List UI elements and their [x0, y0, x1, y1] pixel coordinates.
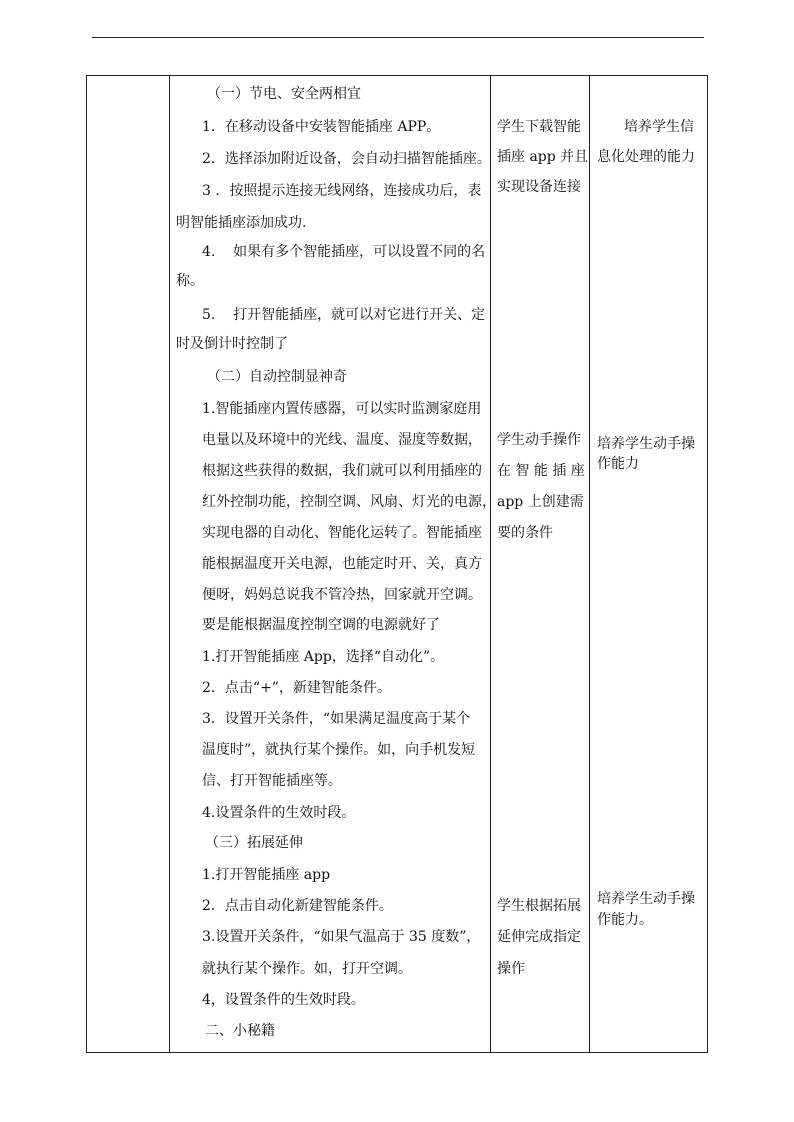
content-line: 5. 打开智能插座，就可以对它进行开关、定	[202, 307, 486, 323]
content-line: 就执行某个操作。如，打开空调。	[202, 961, 412, 977]
section-heading-1: （一）节电、安全两相宜	[207, 86, 361, 102]
content-line: 根据这些获得的数据，我们就可以利用插座的	[202, 463, 482, 479]
content-line: 4.设置条件的生效时段。	[202, 805, 356, 821]
content-line: 1.打开智能插座 app	[202, 867, 331, 883]
content-line: 4，设置条件的生效时段。	[202, 992, 365, 1008]
content-line: 温度时”，就执行某个操作。如，向手机发短	[202, 742, 476, 758]
content-line: 1．在移动设备中安装智能插座 APP。	[202, 119, 441, 135]
content-line: 便呀，妈妈总说我不管冷热，回家就开空调。	[202, 587, 482, 603]
content-line: 要是能根据温度控制空调的电源就好了	[202, 617, 440, 633]
column-divider-2	[490, 76, 491, 1052]
column-divider-3	[589, 76, 590, 1052]
section-heading-2: （二）自动控制显神奇	[207, 369, 347, 385]
content-line: 2．选择添加附近设备，会自动扫描智能插座。	[202, 151, 491, 167]
content-line: 明智能插座添加成功.	[176, 215, 307, 231]
content-line: 3 ．按照提示连接无线网络，连接成功后，表	[202, 183, 482, 199]
content-line: 1.智能插座内置传感器，可以实时监测家庭用	[202, 401, 482, 417]
section-heading-4: 二、小秘籍	[205, 1023, 275, 1039]
student-activity-line: 操作	[497, 961, 525, 977]
column-divider-1	[169, 76, 170, 1052]
content-line: 红外控制功能，控制空调、风扇、灯光的电源，	[202, 494, 496, 510]
content-line: 3．设置开关条件，“如果满足温度高于某个	[202, 711, 471, 727]
student-activity-line: 要的条件	[497, 525, 553, 541]
student-activity-line: 学生动手操作	[497, 432, 581, 448]
design-intent-line: 培养学生信	[624, 119, 694, 135]
content-line: 1.打开智能插座 App，选择“自动化”。	[202, 649, 445, 665]
content-line: 称。	[176, 273, 204, 289]
design-intent-line: 作能力	[597, 456, 639, 472]
header-rule	[92, 37, 704, 38]
student-activity-line: 延伸完成指定	[497, 929, 581, 945]
design-intent-line: 作能力。	[597, 912, 653, 928]
content-line: 信、打开智能插座等。	[202, 773, 342, 789]
student-activity-line: 在 智 能 插 座	[497, 463, 585, 479]
student-activity-line: 学生下载智能	[497, 119, 581, 135]
content-line: 4. 如果有多个智能插座，可以设置不同的名	[202, 244, 486, 260]
section-heading-3: （三）拓展延伸	[205, 835, 303, 851]
design-intent-line: 息化处理的能力	[597, 149, 695, 165]
content-line: 2．点击自动化新建智能条件。	[202, 898, 393, 914]
content-line: 2．点击“+”，新建智能条件。	[202, 680, 391, 696]
student-activity-line: 学生根据拓展	[497, 898, 581, 914]
content-line: 时及倒计时控制了	[176, 336, 288, 352]
design-intent-line: 培养学生动手操	[597, 891, 695, 907]
content-line: 3.设置开关条件，“如果气温高于 35 度数”，	[202, 929, 481, 945]
student-activity-line: app 上创建需	[497, 494, 584, 510]
student-activity-line: 实现设备连接	[497, 179, 581, 195]
content-line: 实现电器的自动化、智能化运转了。智能插座	[202, 525, 482, 541]
student-activity-line: 插座 app 并且	[497, 149, 589, 165]
content-line: 电量以及环境中的光线、温度、湿度等数据，	[202, 432, 482, 448]
design-intent-line: 培养学生动手操	[597, 436, 695, 452]
lesson-table	[86, 75, 708, 1053]
content-line: 能根据温度开关电源，也能定时开、关，真方	[202, 556, 482, 572]
